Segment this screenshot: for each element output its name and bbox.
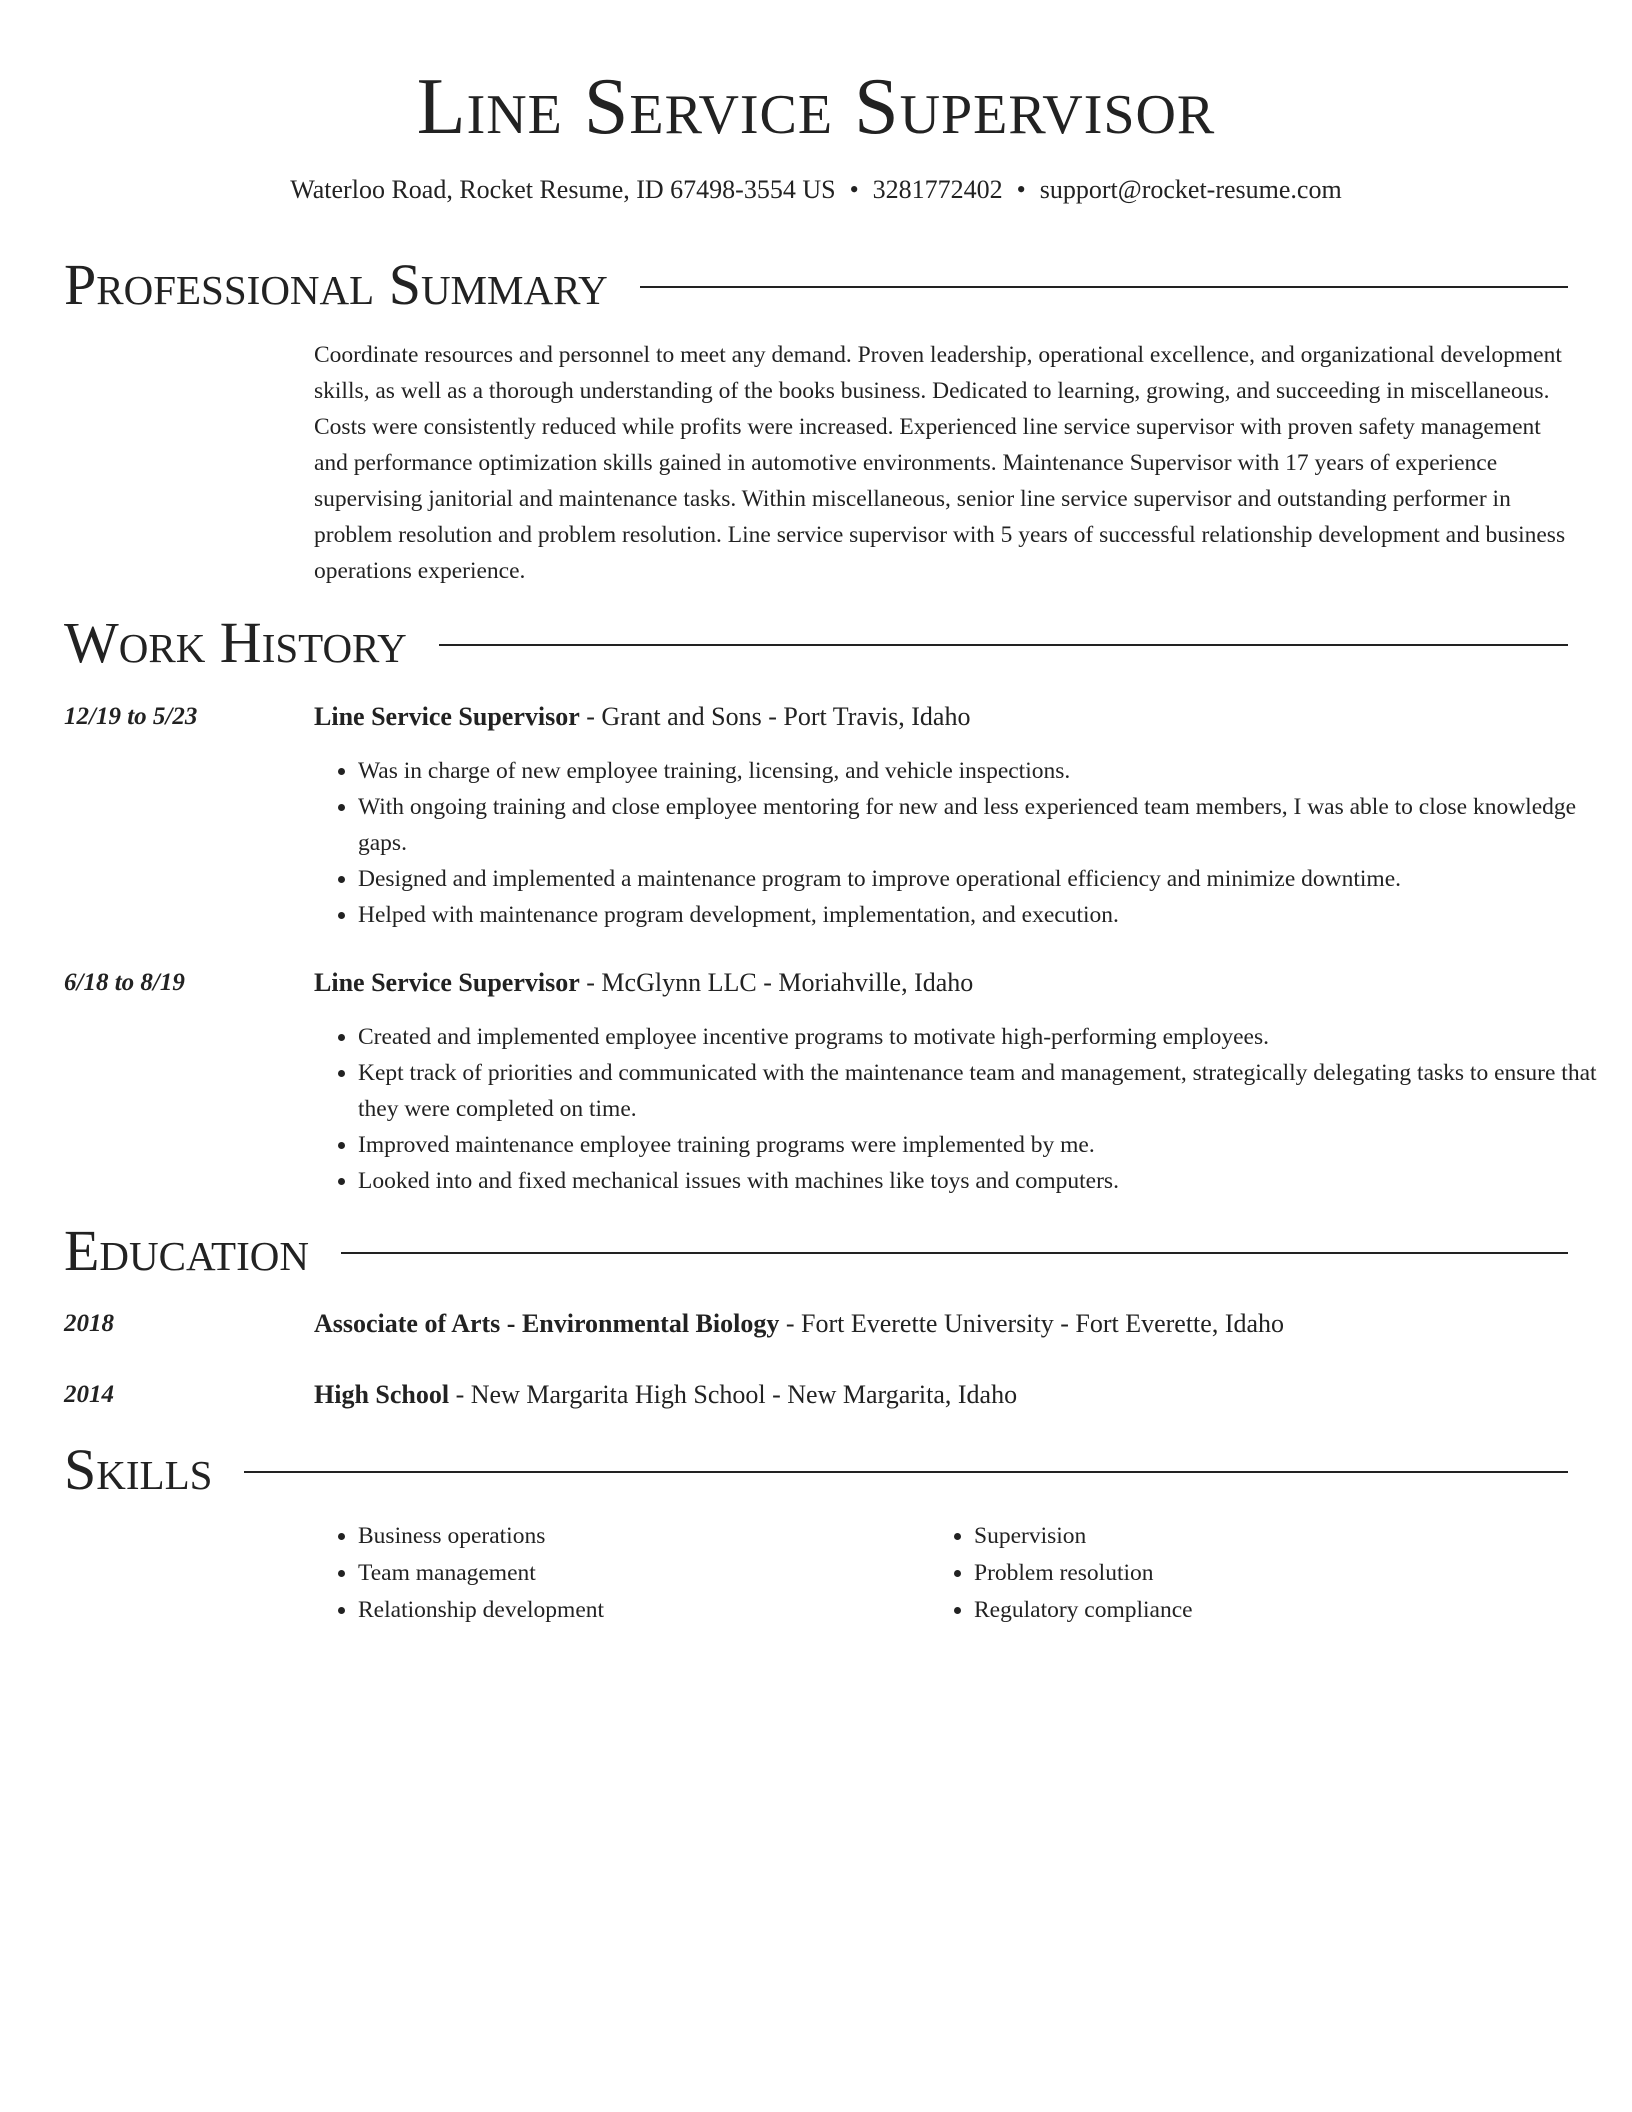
education-details: - New Margarita High School - New Margarita, Idaho [449,1380,1018,1409]
section-title-text: Education [64,1218,309,1283]
education-year: 2018 [64,1310,114,1337]
section-title-education [64,1218,1568,1284]
section-title-summary [64,252,1568,318]
phone: 3281772402 [872,175,1003,204]
education-year: 2014 [64,1381,114,1408]
section-title-work-history [64,610,1568,676]
job-bullets [314,753,1612,933]
job-role: Line Service Supervisor [314,968,580,997]
education-degree: High School [314,1380,450,1409]
section-title-text: Professional Summary [64,252,608,317]
list-item: • Designed and implemented a maintenance program to improve operational efficiency and minimize downtime. [358,861,1612,897]
job-dates: 12/19 to 5/23 [64,703,198,730]
skills-list-right [930,1518,1534,1629]
contact-line [0,173,1632,207]
list-item: • Kept track of priorities and communicated with the maintenance team and management, strategically delegating tasks to ensure that they were completed on time. [358,1055,1612,1127]
job-dates: 6/18 to 8/19 [64,969,185,996]
list-item: • Was in charge of new employee training, licensing, and vehicle inspections. [358,753,1612,789]
list-item: • Helped with maintenance program development, implementation, and execution. [358,897,1612,933]
summary-text: Coordinate resources and personnel to meet any demand. Proven leadership, operational excellence, and organizational development skills, as well as a thorough understanding of the books business. Dedicated to learning, growing, and succeeding in miscellaneous. Costs were consistently reduced while profits were increased. Experienced line service supervisor with proven safety management and performance optimization skills gained in automotive environments. Maintenance Supervisor with 17 years of experience supervising janitorial and maintenance tasks. Within miscellaneous, senior line service supervisor and outstanding performer in problem resolution and problem resolution. Line service supervisor with 5 years of successful relationship development and business operations experience. [314,342,1566,584]
section-divider [439,644,1568,646]
section-divider [244,1471,1568,1473]
section-title-text: Skills [64,1437,213,1502]
candidate-name: Line Service Supervisor [416,63,1216,151]
education-degree: Associate of Arts - Environmental Biology [314,1309,780,1338]
section-title-skills [64,1437,1568,1503]
address: Waterloo Road, Rocket Resume, ID 67498-3554 US [290,175,836,204]
separator: • [1016,175,1026,204]
list-item: • Looked into and fixed mechanical issues with machines like toys and computers. [358,1163,1612,1199]
education-details: - Fort Everette University - Fort Everette, Idaho [779,1309,1285,1338]
job-heading [314,700,1568,734]
skill-item: • Regulatory compliance [974,1592,1534,1629]
education-entry [314,1378,1568,1412]
section-title-text: Work History [64,610,407,675]
list-item: • Improved maintenance employee training programs were implemented by me. [358,1127,1612,1163]
list-item: • With ongoing training and close employee mentoring for new and less experienced team members, I was able to close knowledge gaps. [358,789,1612,861]
job-bullets [314,1019,1612,1199]
job-details: - McGlynn LLC - Moriahville, Idaho [579,968,974,997]
skills-list-left [314,1518,918,1629]
email: support@rocket-resume.com [1039,175,1342,204]
job-role: Line Service Supervisor [314,702,580,731]
skill-item: • Team management [358,1555,918,1592]
skill-item: • Supervision [974,1518,1534,1555]
skill-item: • Business operations [358,1518,918,1555]
education-entry [314,1307,1568,1341]
skill-item: • Relationship development [358,1592,918,1629]
section-divider [341,1252,1568,1254]
skill-item: • Problem resolution [974,1555,1534,1592]
separator: • [849,175,859,204]
list-item: • Created and implemented employee incentive programs to motivate high-performing employees. [358,1019,1612,1055]
section-divider [640,286,1568,288]
job-details: - Grant and Sons - Port Travis, Idaho [579,702,971,731]
job-heading [314,966,1568,1000]
